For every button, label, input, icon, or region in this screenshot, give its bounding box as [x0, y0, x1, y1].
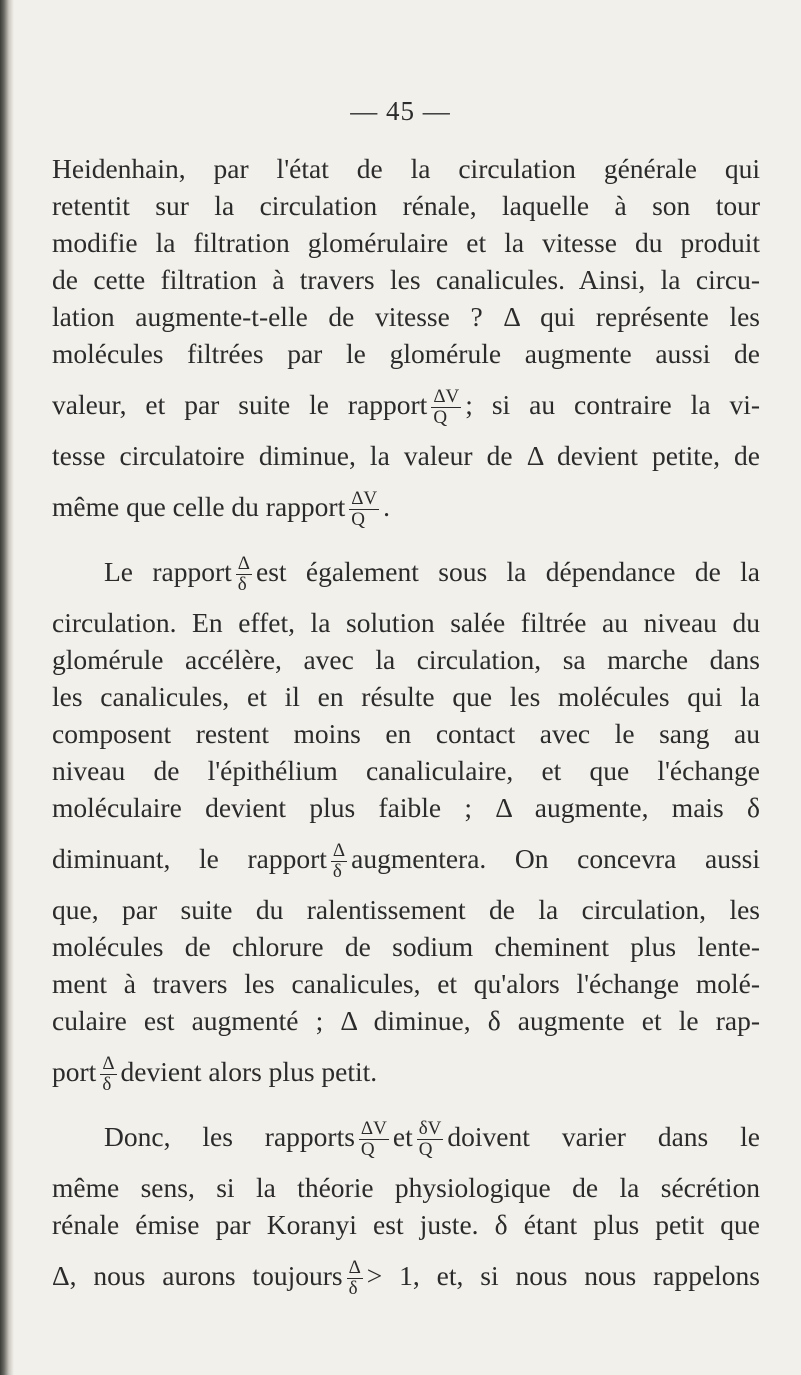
text-line: les canalicules, et il en résulte que les molécules qui la	[52, 681, 760, 712]
text-line-with-fraction	[52, 539, 760, 604]
fraction-dv-over-q	[431, 387, 461, 428]
text-line: Heidenhain, par l'état de la circulation générale qui	[52, 153, 760, 184]
text-line-with-fraction	[52, 372, 760, 437]
fraction-dv-over-q	[359, 1119, 389, 1160]
text-line: même sens, si la théorie physiologique de la sécrétion	[52, 1172, 760, 1203]
fraction-numerator: ΔV	[433, 386, 460, 408]
fraction-numerator: Δ	[237, 553, 250, 575]
book-binding-edge	[0, 0, 14, 1375]
fraction-denominator: δ	[102, 1074, 112, 1096]
text-line: molécules de chlorure de sodium cheminent plus lente-	[52, 931, 760, 962]
fraction-denominator: δ	[332, 861, 342, 883]
text-segment: Donc, les rapports	[104, 1121, 355, 1152]
text-line: culaire est augmenté ; Δ diminue, δ augmente et le rap-	[52, 1005, 760, 1036]
fraction-numerator: ΔV	[351, 488, 378, 510]
text-line: tesse circulatoire diminue, la valeur de Δ devient petite, de	[52, 440, 760, 471]
fraction-numerator: ΔV	[360, 1118, 387, 1140]
fraction-delta-ratio	[100, 1054, 116, 1095]
text-segment: même que celle du rapport	[52, 491, 346, 522]
fraction-delta-ratio	[236, 554, 252, 595]
text-segment: .	[383, 491, 391, 522]
fraction-denominator: Q	[360, 1139, 375, 1161]
fraction-numerator: δV	[418, 1118, 442, 1140]
text-segment: ; si au contraire la vi-	[465, 389, 761, 420]
text-line: molécules filtrées par le glomérule augmente aussi de	[52, 338, 760, 369]
text-segment: valeur, et par suite le rapport	[52, 389, 428, 420]
text-segment: diminuant, le rapport	[52, 843, 327, 874]
page-number: — 45 —	[350, 96, 451, 126]
fraction-dv-over-q	[349, 489, 379, 530]
text-line-with-fraction	[52, 1039, 760, 1104]
fraction-delta-ratio	[347, 1258, 363, 1299]
text-segment: et	[392, 1121, 413, 1152]
text-line-with-fraction	[52, 826, 760, 891]
fraction-denominator: Q	[418, 1139, 433, 1161]
fraction-denominator: Q	[433, 407, 448, 429]
text-line-with-fraction	[52, 1243, 760, 1308]
text-segment: Δ, nous aurons toujours	[52, 1260, 343, 1291]
fraction-delta-ratio	[331, 841, 347, 882]
text-segment: > 1, et, si nous nous rappelons	[366, 1260, 761, 1291]
fraction-numerator: Δ	[332, 840, 346, 862]
page-body	[52, 150, 760, 1308]
text-line: retentit sur la circulation rénale, laquelle à son tour	[52, 190, 760, 221]
text-line: composent restent moins en contact avec le sang au	[52, 718, 760, 749]
text-line: moléculaire devient plus faible ; Δ augmente, mais δ	[52, 792, 760, 823]
text-line: glomérule accélère, avec la circulation, sa marche dans	[52, 644, 760, 675]
text-line: de cette filtration à travers les canalicules. Ainsi, la circu-	[52, 264, 760, 295]
text-segment: doivent varier dans le	[447, 1121, 760, 1152]
text-line: modifie la filtration glomérulaire et la vitesse du produit	[52, 227, 760, 258]
text-segment: est également sous la dépendance de la	[256, 556, 761, 587]
text-line: circulation. En effet, la solution salée filtrée au niveau du	[52, 607, 760, 638]
fraction-deltav-over-q	[417, 1119, 444, 1160]
fraction-numerator: Δ	[348, 1257, 361, 1279]
text-segment: Le rapport	[104, 556, 232, 587]
paragraph-2	[52, 539, 760, 1104]
paragraph-3	[52, 1104, 760, 1308]
text-segment: augmentera. On concevra aussi	[351, 843, 761, 874]
fraction-denominator: Q	[351, 509, 365, 531]
text-line: niveau de l'épithélium canaliculaire, et que l'échange	[52, 755, 760, 786]
text-line: ment à travers les canalicules, et qu'alors l'échange molé-	[52, 968, 760, 999]
text-line: que, par suite du ralentissement de la circulation, les	[52, 894, 760, 925]
paragraph-1	[52, 150, 760, 539]
text-line: lation augmente-t-elle de vitesse ? Δ qui représente les	[52, 301, 760, 332]
text-line-with-fraction	[52, 474, 760, 539]
text-segment: port	[52, 1056, 97, 1087]
fraction-denominator: δ	[237, 574, 247, 596]
text-line-with-fraction	[52, 1104, 760, 1169]
text-segment: devient alors plus petit.	[120, 1056, 378, 1087]
fraction-denominator: δ	[348, 1278, 358, 1300]
fraction-numerator: Δ	[102, 1053, 115, 1075]
text-line: rénale émise par Koranyi est juste. δ étant plus petit que	[52, 1209, 760, 1240]
